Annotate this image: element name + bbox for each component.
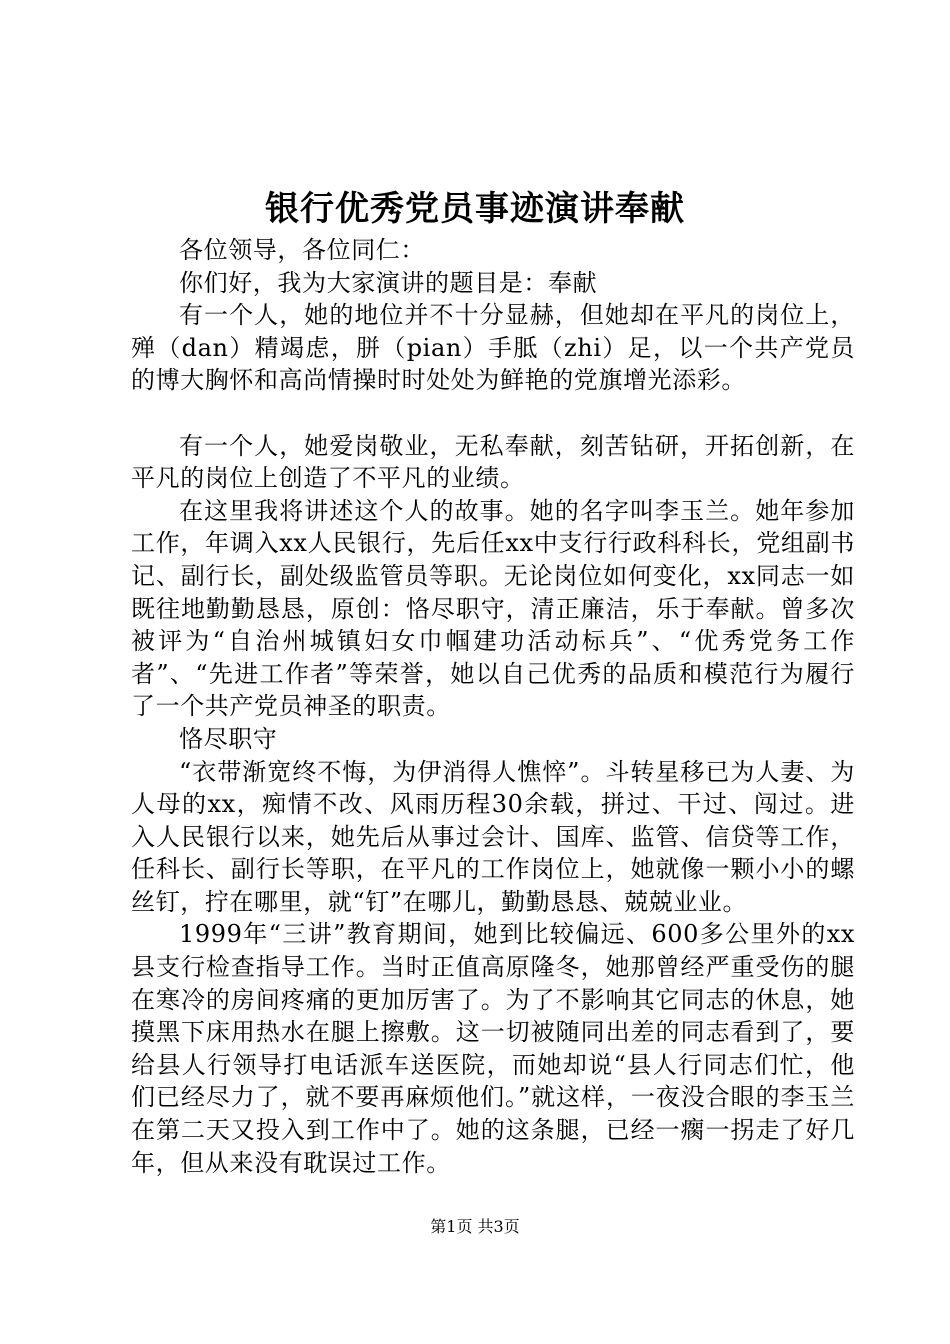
paragraph-intro-1: 有一个人，她的地位并不十分显赫，但她却在平凡的岗位上，殚（dan）精竭虑，胼（pian）手胝（zhi）足，以一个共产党员的博大胸怀和高尚情操时时处处为鲜艳的党旗增光添彩。 [131, 301, 855, 395]
paragraph-1999: 1999年“三讲”教育期间，她到比较偏远、600多公里外的xx县支行检查指导工作。当时正值高原隆冬，她那曾经严重受伤的腿在寒冷的房间疼痛的更加厉害了。为了不影响其它同志的休息，她摸黑下床用热水在腿上擦敷。这一切被随同出差的同志看到了，要给县人行领导打电话派车送医院，而她却说“县人行同志们忙，他们已经尽力了，就不要再麻烦他们。”就这样，一夜没合眼的李玉兰在第二天又投入到工作中了。她的这条腿，已经一瘸一拐走了好几年，但从来没有耽误过工作。 [131, 920, 855, 1177]
document-body [131, 234, 855, 1179]
paragraph-greeting: 各位领导，各位同仁： [179, 236, 425, 264]
paragraph-career: “衣带渐宽终不悔，为伊消得人憔悴”。斗转星移已为人妻、为人母的xx，痴情不改、风雨历程30余载，拼过、干过、闯过。进入人民银行以来，她先后从事过会计、国库、监管、信贷等工作，任科长、副行长等职，在平凡的工作岗位上，她就像一颗小小的螺丝钉，拧在哪里，就“钉”在哪儿，勤勤恳恳、兢兢业业。 [131, 757, 855, 916]
paragraph-topic: 你们好，我为大家演讲的题目是：奉献 [179, 268, 598, 297]
page-number-footer: 第1页 共3页 [430, 1217, 520, 1236]
section-heading: 恪尽职守 [179, 724, 278, 753]
paragraph-intro-2: 有一个人，她爱岗敬业，无私奉献，刻苦钻研，开拓创新，在平凡的岗位上创造了不平凡的业绩。 [131, 431, 855, 493]
paragraph-story: 在这里我将讲述这个人的故事。她的名字叫李玉兰。她年参加工作，年调入xx人民银行，先后任xx中支行行政科科长，党组副书记、副行长，副处级监管员等职。无论岗位如何变化，xx同志一如既往地勤勤恳恳，原创：恪尽职守，清正廉洁，乐于奉献。曾多次被评为“自治州城镇妇女巾帼建功活动标兵”、“优秀党务工作者”、“先进工作者”等荣誉，她以自己优秀的品质和模范行为履行了一个共产党员神圣的职责。 [131, 496, 855, 721]
document-title: 银行优秀党员事迹演讲奉献 [265, 189, 685, 229]
